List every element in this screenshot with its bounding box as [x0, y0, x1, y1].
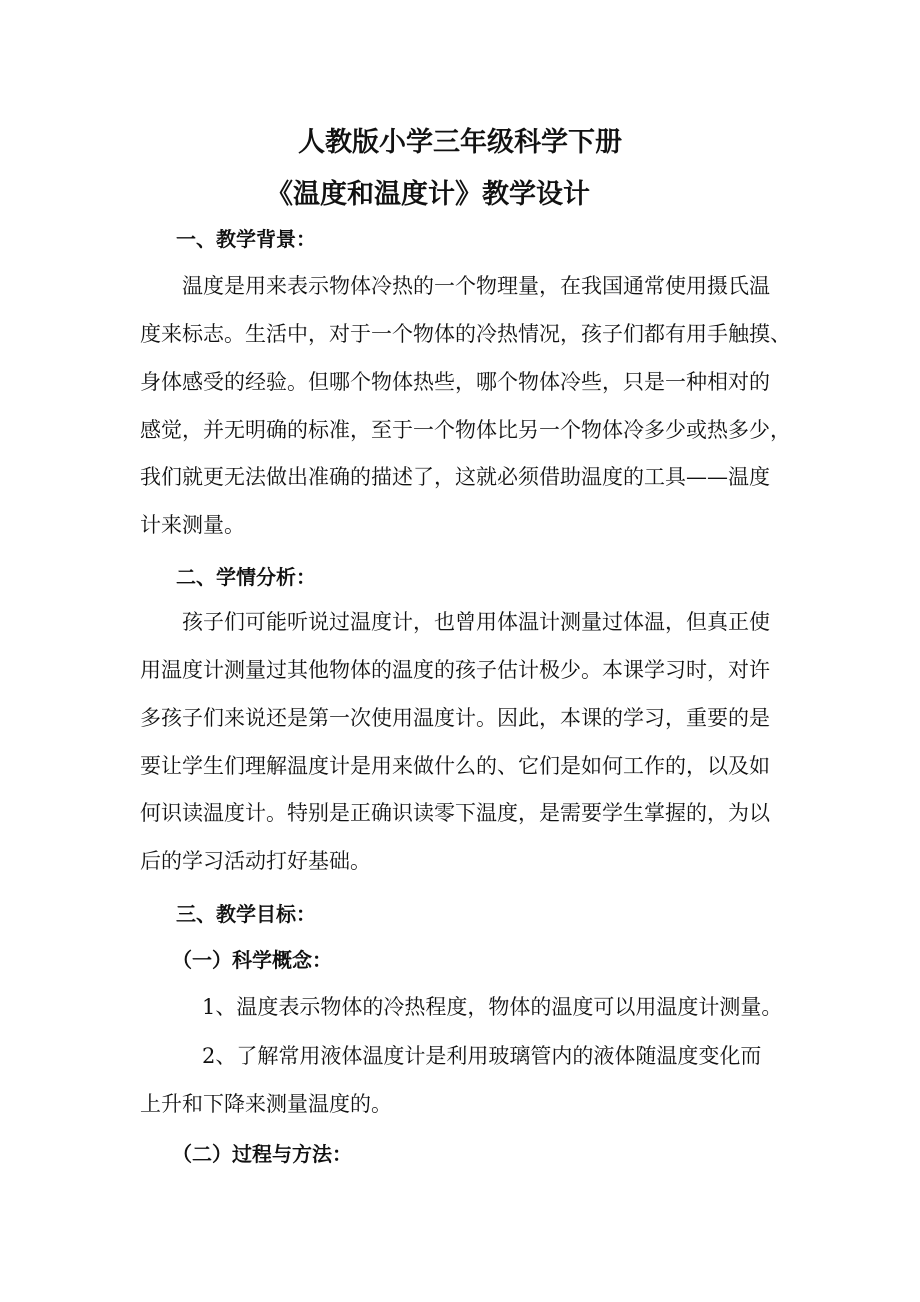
- document-title: 人教版小学三年级科学下册: [298, 127, 622, 158]
- paragraph-line: 用温度计测量过其他物体的温度的孩子估计极少。本课学习时，对许: [140, 658, 770, 682]
- section-heading-background: 一、教学背景：: [176, 227, 316, 251]
- paragraph-line: 孩子们可能听说过温度计，也曾用体温计测量过体温，但真正使: [182, 610, 770, 634]
- paragraph-line: 温度是用来表示物体冷热的一个物理量，在我国通常使用摄氏温: [182, 274, 770, 298]
- objective-item: 2、了解常用液体温度计是利用玻璃管内的液体随温度变化而: [202, 1044, 762, 1068]
- paragraph-line: 多孩子们来说还是第一次使用温度计。因此，本课的学习，重要的是: [140, 706, 770, 730]
- paragraph-line: 后的学习活动打好基础。: [140, 849, 371, 873]
- paragraph-line: 计来测量。: [140, 513, 245, 537]
- paragraph-line: 要让学生们理解温度计是用来做什么的、它们是如何工作的，以及如: [140, 754, 770, 778]
- section-heading-objectives: 三、教学目标：: [176, 902, 316, 926]
- paragraph-line: 何识读温度计。特别是正确识读零下温度，是需要学生掌握的，为以: [140, 801, 770, 825]
- paragraph-line: 度来标志。生活中，对于一个物体的冷热情况，孩子们都有用手触摸、: [140, 322, 791, 346]
- paragraph-line: 身体感受的经验。但哪个物体热些，哪个物体冷些，只是一种相对的: [140, 370, 770, 394]
- document-subtitle: 《温度和温度计》教学设计: [266, 179, 590, 210]
- objective-item-continuation: 上升和下降来测量温度的。: [140, 1092, 392, 1116]
- subheading-process-methods: （二）过程与方法：: [172, 1142, 352, 1166]
- section-heading-analysis: 二、学情分析：: [176, 565, 316, 589]
- objective-item: 1、温度表示物体的冷热程度，物体的温度可以用温度计测量。: [202, 995, 783, 1019]
- subheading-concepts: （一）科学概念：: [172, 948, 332, 972]
- paragraph-line: 感觉，并无明确的标准，至于一个物体比另一个物体冷多少或热多少，: [140, 418, 791, 442]
- paragraph-line: 我们就更无法做出准确的描述了，这就必须借助温度的工具——温度: [140, 465, 770, 489]
